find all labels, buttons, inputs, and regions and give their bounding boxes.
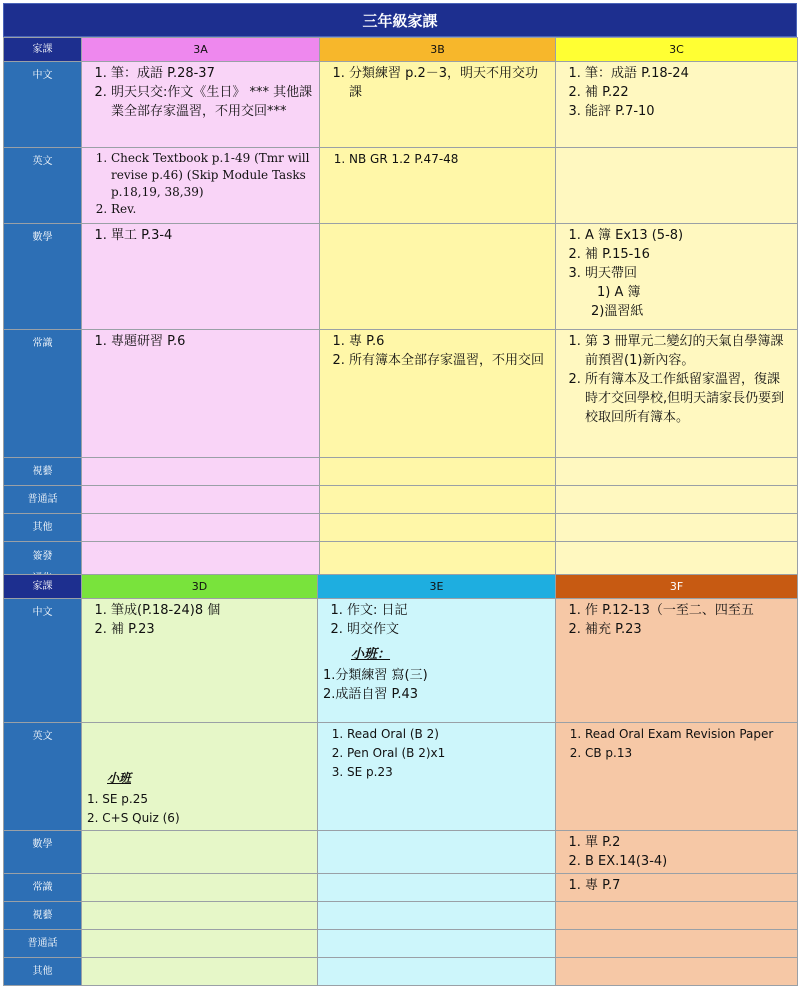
cell-3d-visual bbox=[82, 902, 318, 930]
table-row-putonghua bbox=[4, 486, 798, 514]
list-item: 2. Rev. bbox=[111, 201, 314, 218]
cell-3c-others bbox=[556, 514, 798, 542]
cell-3c-math bbox=[556, 224, 798, 330]
list-item: 1. 單工 P.3-4 bbox=[111, 226, 314, 245]
cell-3e-others bbox=[318, 958, 556, 986]
list-item: 3. 明天帶回 bbox=[585, 264, 792, 283]
cell-3b-visual bbox=[320, 458, 556, 486]
header-subject: 家課 bbox=[4, 575, 82, 599]
list-item: 3. 能評 P.7-10 bbox=[585, 102, 792, 121]
subject-label-visual: 視藝 bbox=[4, 458, 82, 486]
table-row-math bbox=[4, 224, 798, 330]
list-item: 2.成語自習 P.43 bbox=[323, 687, 419, 702]
subject-label-chinese: 中文 bbox=[4, 62, 82, 148]
cell-3d-putonghua bbox=[82, 930, 318, 958]
cell-3e-putonghua bbox=[318, 930, 556, 958]
cell-3b-others bbox=[320, 514, 556, 542]
list-item: 2. 補 P.15-16 bbox=[585, 245, 792, 264]
cell-3b-math bbox=[320, 224, 556, 330]
cell-3d-math bbox=[82, 831, 318, 874]
list-item: 1. 分類練習 p.2－3，明天不用交功課 bbox=[349, 64, 550, 102]
cell-3b-gs bbox=[320, 330, 556, 458]
table-row-gs bbox=[4, 330, 798, 458]
cell-3a-visual bbox=[82, 458, 320, 486]
list-item: 1. 筆成(P.18-24)8 個 bbox=[111, 601, 312, 620]
list-item: 1. Check Textbook p.1-49 (Tmr will revise p.46) (Skip Module Tasks p.18,19, 38,39) bbox=[111, 150, 314, 201]
list-item: 2. 補充 P.23 bbox=[585, 620, 792, 639]
list-item: 2. B EX.14(3-4) bbox=[585, 852, 792, 871]
cell-3f-gs bbox=[556, 874, 798, 902]
table-row-gs bbox=[4, 874, 798, 902]
table-row-chinese bbox=[4, 62, 798, 148]
cell-3e-gs bbox=[318, 874, 556, 902]
list-item: 1. Read Oral (B 2) bbox=[347, 725, 550, 744]
header-class-3e: 3E bbox=[318, 575, 556, 599]
list-item: 2. 所有簿本及工作紙留家溫習，復課時才交回學校,但明天請家長仍要到校取回所有簿本。 bbox=[585, 370, 792, 427]
subject-label-chinese: 中文 bbox=[4, 599, 82, 723]
list-item: 1. Read Oral Exam Revision Paper bbox=[585, 725, 792, 744]
table-row-others bbox=[4, 958, 798, 986]
cell-3d-chinese bbox=[82, 599, 318, 723]
header-class-3f: 3F bbox=[556, 575, 798, 599]
cell-3f-putonghua bbox=[556, 930, 798, 958]
cell-3a-math bbox=[82, 224, 320, 330]
table-row-putonghua bbox=[4, 930, 798, 958]
subject-label-english: 英文 bbox=[4, 723, 82, 831]
homework-table-3d-3f bbox=[3, 574, 798, 986]
table-row-math bbox=[4, 831, 798, 874]
subject-label-others: 其他 bbox=[4, 958, 82, 986]
page-title: 三年級家課 bbox=[3, 3, 797, 37]
list-item: 1. 專題研習 P.6 bbox=[111, 332, 314, 351]
homework-table-3a-3c bbox=[3, 37, 798, 595]
cell-3b-putonghua bbox=[320, 486, 556, 514]
header-subject: 家課 bbox=[4, 38, 82, 62]
list-item: 1. 專 P.6 bbox=[349, 332, 550, 351]
list-item: 1. 作文: 日記 bbox=[347, 601, 550, 620]
header-class-3d: 3D bbox=[82, 575, 318, 599]
list-item: 1. 作 P.12-13（一至二、四至五 bbox=[585, 601, 792, 620]
cell-3e-visual bbox=[318, 902, 556, 930]
list-item: 2. 補 P.23 bbox=[111, 620, 312, 639]
small-class-title: 小班： bbox=[351, 647, 391, 662]
header-class-3b: 3B bbox=[320, 38, 556, 62]
subject-label-putonghua: 普通話 bbox=[4, 486, 82, 514]
cell-3f-english bbox=[556, 723, 798, 831]
list-item: 1. A 簿 Ex13 (5-8) bbox=[585, 226, 792, 245]
list-item: 2. Pen Oral (B 2)x1 bbox=[347, 744, 550, 763]
subject-label-math: 數學 bbox=[4, 224, 82, 330]
list-item: 1. 單 P.2 bbox=[585, 833, 792, 852]
list-subitem: 2)溫習紙 bbox=[591, 304, 644, 319]
cell-3f-visual bbox=[556, 902, 798, 930]
cell-3c-chinese bbox=[556, 62, 798, 148]
table-row-others bbox=[4, 514, 798, 542]
table-row-chinese bbox=[4, 599, 798, 723]
list-item: 1. 專 P.7 bbox=[585, 876, 792, 895]
cell-3c-visual bbox=[556, 458, 798, 486]
cell-3c-putonghua bbox=[556, 486, 798, 514]
notice-label-line1: 簽發 bbox=[32, 551, 53, 562]
cell-3a-gs bbox=[82, 330, 320, 458]
cell-3f-math bbox=[556, 831, 798, 874]
cell-3e-english bbox=[318, 723, 556, 831]
subject-label-gs: 常識 bbox=[4, 874, 82, 902]
table-header-row bbox=[4, 575, 798, 599]
cell-3a-putonghua bbox=[82, 486, 320, 514]
cell-3a-chinese bbox=[82, 62, 320, 148]
cell-3c-gs bbox=[556, 330, 798, 458]
list-item: 2. 明天只交:作文《生日》 *** 其他課業全部存家溫習，不用交回*** bbox=[111, 83, 314, 121]
header-class-3a: 3A bbox=[82, 38, 320, 62]
cell-3e-chinese bbox=[318, 599, 556, 723]
list-item: 1. 筆：成語 P.28-37 bbox=[111, 64, 314, 83]
subject-label-gs: 常識 bbox=[4, 330, 82, 458]
list-item: 2. C+S Quiz (6) bbox=[87, 811, 180, 825]
list-item: 3. SE p.23 bbox=[347, 763, 550, 782]
list-item: 1. 第 3 冊單元二變幻的天氣自學簿課前預習(1)新內容。 bbox=[585, 332, 792, 370]
list-item: 1. 筆：成語 P.18-24 bbox=[585, 64, 792, 83]
list-item: 2. CB p.13 bbox=[585, 744, 792, 763]
subject-label-math: 數學 bbox=[4, 831, 82, 874]
table-header-row bbox=[4, 38, 798, 62]
cell-3c-english bbox=[556, 148, 798, 224]
list-item: 2. 所有簿本全部存家溫習，不用交回 bbox=[349, 351, 550, 370]
small-class-title: 小班 bbox=[107, 771, 132, 785]
list-item: 1. NB GR 1.2 P.47-48 bbox=[349, 150, 550, 169]
cell-3a-english bbox=[82, 148, 320, 224]
list-item: 2. 補 P.22 bbox=[585, 83, 792, 102]
subject-label-visual: 視藝 bbox=[4, 902, 82, 930]
list-item: 1.分類練習 寫(三) bbox=[323, 668, 428, 683]
table-row-english bbox=[4, 723, 798, 831]
subject-label-putonghua: 普通話 bbox=[4, 930, 82, 958]
list-item: 2. 明交作文 bbox=[347, 620, 550, 639]
cell-3d-others bbox=[82, 958, 318, 986]
table-row-visual bbox=[4, 458, 798, 486]
cell-3e-math bbox=[318, 831, 556, 874]
subject-label-others: 其他 bbox=[4, 514, 82, 542]
cell-3b-english bbox=[320, 148, 556, 224]
table-row-english bbox=[4, 148, 798, 224]
list-subitem: 1) A 簿 bbox=[597, 285, 641, 300]
header-class-3c: 3C bbox=[556, 38, 798, 62]
cell-3b-chinese bbox=[320, 62, 556, 148]
subject-label-english: 英文 bbox=[4, 148, 82, 224]
cell-3f-others bbox=[556, 958, 798, 986]
cell-3f-chinese bbox=[556, 599, 798, 723]
cell-3d-gs bbox=[82, 874, 318, 902]
cell-3a-others bbox=[82, 514, 320, 542]
table-row-visual bbox=[4, 902, 798, 930]
cell-3d-english bbox=[82, 723, 318, 831]
list-item: 1. SE p.25 bbox=[87, 792, 148, 806]
